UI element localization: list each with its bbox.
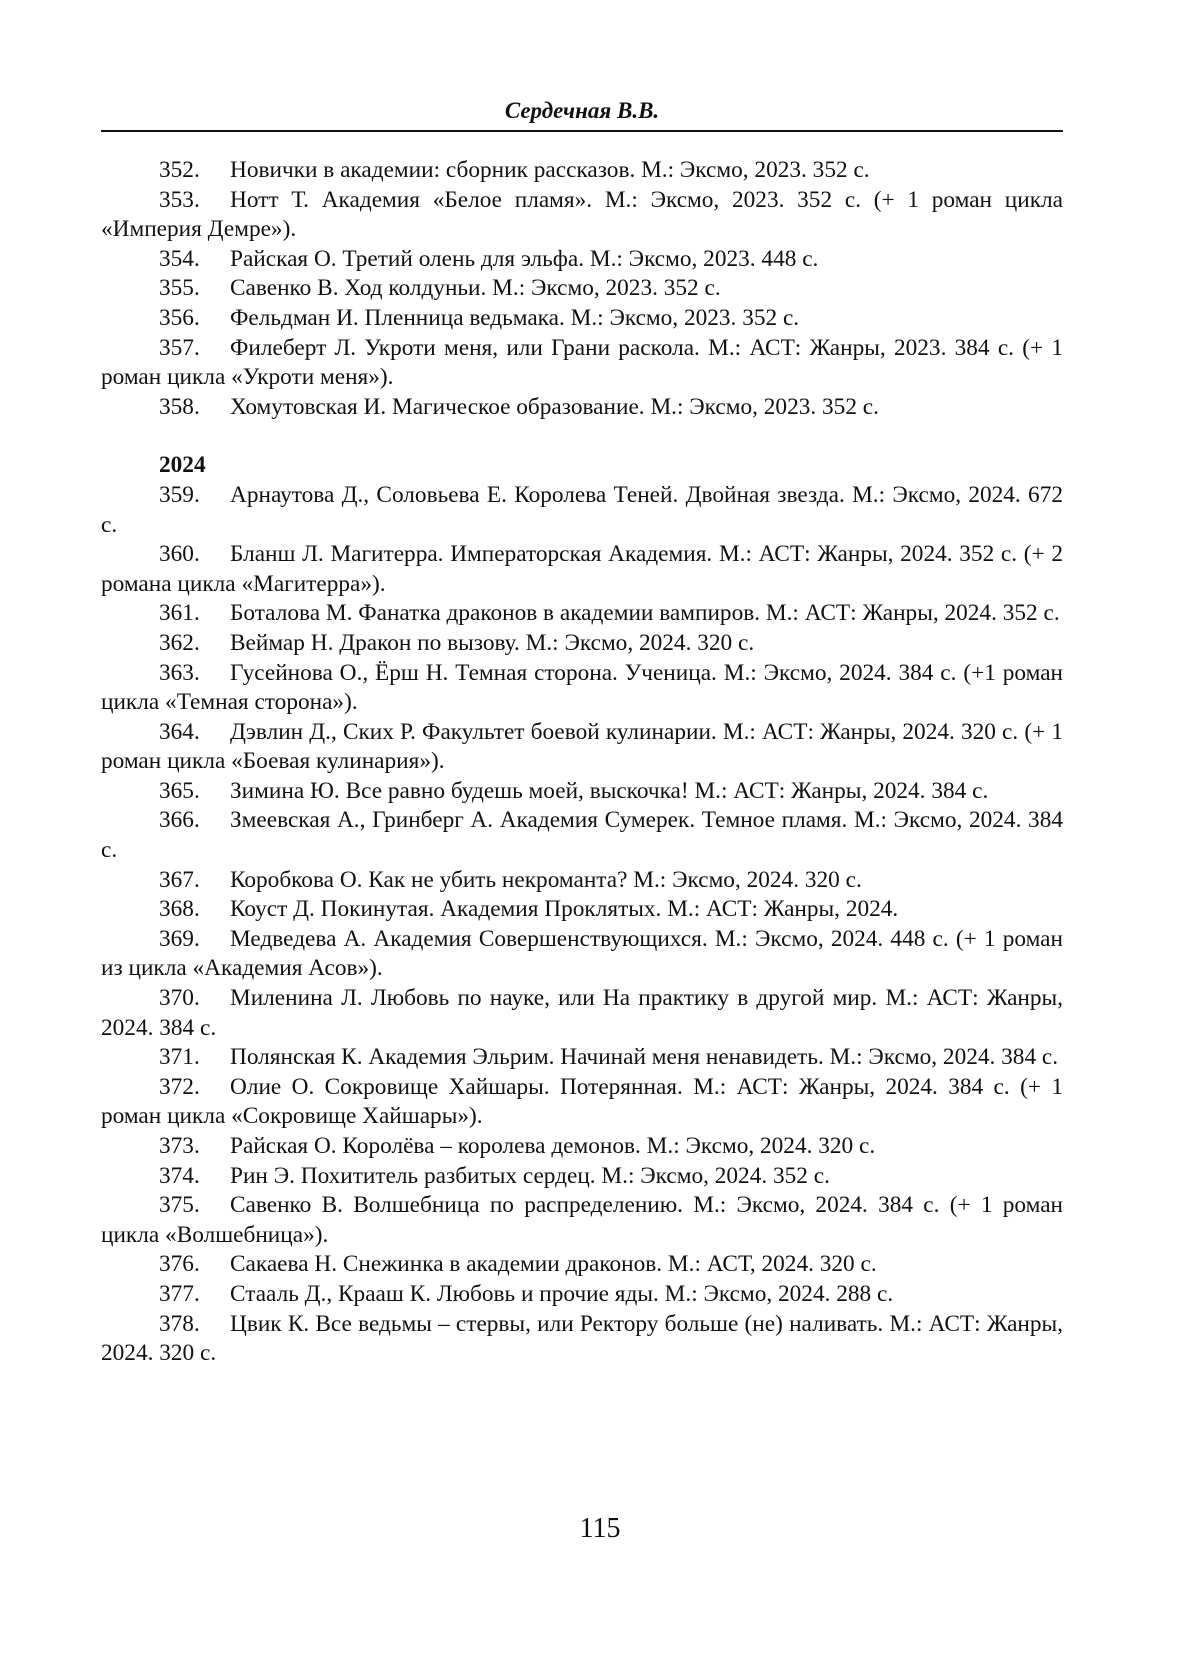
bibliography-entry [101, 393, 1063, 423]
bibliography-section-2023 [101, 156, 1063, 422]
bibliography-entry [101, 156, 1063, 186]
entry-number: 367. [159, 866, 200, 893]
entry-number: 378. [159, 1310, 200, 1337]
bibliography-entry [101, 274, 1063, 304]
entry-text: Савенко В. Волшебница по распределению. М.: Эксмо, 2024. 384 с. (+ 1 роман цикла «Волшебница»). [101, 1192, 1063, 1248]
entry-text: Фельдман И. Пленница ведьмака. М.: Эксмо, 2023. 352 с. [230, 304, 800, 331]
bibliography-list [101, 156, 1063, 1369]
bibliography-entry [101, 540, 1063, 599]
entry-text: Миленина Л. Любовь по науке, или На практику в другой мир. М.: АСТ: Жанры, 2024. 384 с. [101, 985, 1063, 1041]
entry-text: Цвик К. Все ведьмы – стервы, или Ректору больше (не) наливать. М.: АСТ: Жанры, 2024. 320 с. [101, 1310, 1063, 1367]
entry-text: Хомутовская И. Магическое образование. М.: Эксмо, 2023. 352 с. [230, 393, 879, 420]
entry-number: 356. [159, 304, 200, 331]
entry-number: 358. [159, 393, 200, 420]
bibliography-entry [101, 777, 1063, 807]
entry-number: 364. [159, 718, 200, 745]
entry-number: 370. [159, 985, 200, 1012]
entry-number: 368. [159, 896, 200, 923]
entry-text: Райская О. Третий олень для эльфа. М.: Эксмо, 2023. 448 с. [230, 245, 819, 272]
entry-text: Гусейнова О., Ёрш Н. Темная сторона. Ученица. М.: Эксмо, 2024. 384 с. (+1 роман цикла «Темная сторона»). [101, 659, 1063, 716]
bibliography-entry [101, 1310, 1063, 1369]
entry-number: 353. [159, 186, 200, 213]
bibliography-entry [101, 984, 1063, 1043]
entry-number: 375. [159, 1192, 200, 1219]
entry-number: 376. [159, 1251, 200, 1278]
page-number: 115 [579, 1513, 621, 1544]
entry-number: 371. [159, 1044, 200, 1071]
bibliography-entry [101, 245, 1063, 275]
bibliography-entry [101, 334, 1063, 393]
entry-text: Бланш Л. Магитерра. Императорская Академия. М.: АСТ: Жанры, 2024. 352 с. (+ 2 романа цикла «Магитерра»). [101, 541, 1063, 597]
bibliography-entry [101, 659, 1063, 718]
bibliography-entry [101, 866, 1063, 896]
bibliography-entry [101, 481, 1063, 540]
entry-text: Рин Э. Похититель разбитых сердец. М.: Эксмо, 2024. 352 с. [230, 1162, 830, 1189]
entry-text: Райская О. Королёва – королева демонов. М.: Эксмо, 2024. 320 с. [230, 1133, 876, 1159]
entry-text: Филеберт Л. Укроти меня, или Грани раскола. М.: АСТ: Жанры, 2023. 384 с. (+ 1 роман цикла «Укроти меня»). [101, 334, 1063, 391]
entry-number: 366. [159, 807, 200, 834]
entry-text: Новички в академии: сборник рассказов. М.: Эксмо, 2023. 352 с. [230, 157, 870, 183]
document-page [101, 0, 1063, 1369]
entry-text: Медведева А. Академия Совершенствующихся. М.: Эксмо, 2024. 448 с. (+ 1 роман из цикла «Академия Асов»). [101, 925, 1063, 982]
bibliography-entry [101, 1280, 1063, 1310]
bibliography-entry [101, 1162, 1063, 1192]
entry-number: 354. [159, 245, 200, 272]
entry-number: 361. [159, 600, 200, 627]
entry-text: Олие О. Сокровище Хайшары. Потерянная. М.: АСТ: Жанры, 2024. 384 с. (+ 1 роман цикла «Сокровище Хайшары»). [101, 1073, 1063, 1130]
entry-number: 373. [159, 1133, 200, 1159]
entry-text: Савенко В. Ход колдуньи. М.: Эксмо, 2023. 352 с. [230, 275, 721, 302]
bibliography-entry [101, 1073, 1063, 1132]
entry-number: 372. [159, 1073, 200, 1100]
entry-number: 352. [159, 157, 200, 183]
entry-text: Змеевская А., Гринберг А. Академия Сумерек. Темное пламя. М.: Эксмо, 2024. 384 с. [101, 807, 1063, 864]
entry-number: 360. [159, 541, 200, 568]
bibliography-entry [101, 895, 1063, 925]
bibliography-entry [101, 629, 1063, 659]
bibliography-entry [101, 1250, 1063, 1280]
entry-number: 362. [159, 629, 200, 656]
running-title: Сердечная В.В. [101, 96, 1063, 132]
year-heading: 2024 [159, 452, 206, 479]
entry-text: Коуст Д. Покинутая. Академия Проклятых. М.: АСТ: Жанры, 2024. [230, 896, 899, 923]
entry-number: 363. [159, 659, 200, 686]
bibliography-entry [101, 925, 1063, 984]
entry-number: 374. [159, 1162, 200, 1189]
entry-text: Арнаутова Д., Соловьева Е. Королева Теней. Двойная звезда. М.: Эксмо, 2024. 672 с. [101, 481, 1063, 538]
entry-number: 377. [159, 1280, 200, 1307]
bibliography-entry [101, 718, 1063, 777]
bibliography-entry [101, 304, 1063, 334]
entry-text: Стааль Д., Крааш К. Любовь и прочие яды. М.: Эксмо, 2024. 288 с. [230, 1280, 894, 1307]
entry-number: 359. [159, 481, 200, 508]
entry-text: Полянская К. Академия Эльрим. Начинай меня ненавидеть. М.: Эксмо, 2024. 384 с. [230, 1044, 1059, 1071]
bibliography-entry [101, 599, 1063, 629]
entry-text: Сакаева Н. Снежинка в академии драконов. М.: АСТ, 2024. 320 с. [230, 1251, 877, 1278]
bibliography-entry [101, 806, 1063, 865]
entry-text: Дэвлин Д., Ских Р. Факультет боевой кулинарии. М.: АСТ: Жанры, 2024. 320 с. (+ 1 роман цикла «Боевая кулинария»). [101, 718, 1063, 775]
entry-text: Веймар Н. Дракон по вызову. М.: Эксмо, 2024. 320 с. [230, 629, 755, 656]
entry-text: Коробкова О. Как не убить некроманта? М.: Эксмо, 2024. 320 с. [230, 866, 862, 893]
entry-number: 369. [159, 925, 200, 952]
entry-number: 355. [159, 275, 200, 302]
entry-text: Нотт Т. Академия «Белое пламя». М.: Эксмо, 2023. 352 с. (+ 1 роман цикла «Империя Демре»). [101, 186, 1063, 243]
entry-text: Зимина Ю. Все равно будешь моей, выскочка! М.: АСТ: Жанры, 2024. 384 с. [230, 777, 989, 804]
entry-number: 365. [159, 777, 200, 804]
entry-text: Боталова М. Фанатка драконов в академии вампиров. М.: АСТ: Жанры, 2024. 352 с. [230, 600, 1060, 627]
bibliography-section-2024 [101, 481, 1063, 1369]
bibliography-entry [101, 1132, 1063, 1162]
bibliography-entry [101, 186, 1063, 245]
entry-number: 357. [159, 334, 200, 361]
bibliography-entry [101, 1191, 1063, 1250]
bibliography-entry [101, 1043, 1063, 1073]
